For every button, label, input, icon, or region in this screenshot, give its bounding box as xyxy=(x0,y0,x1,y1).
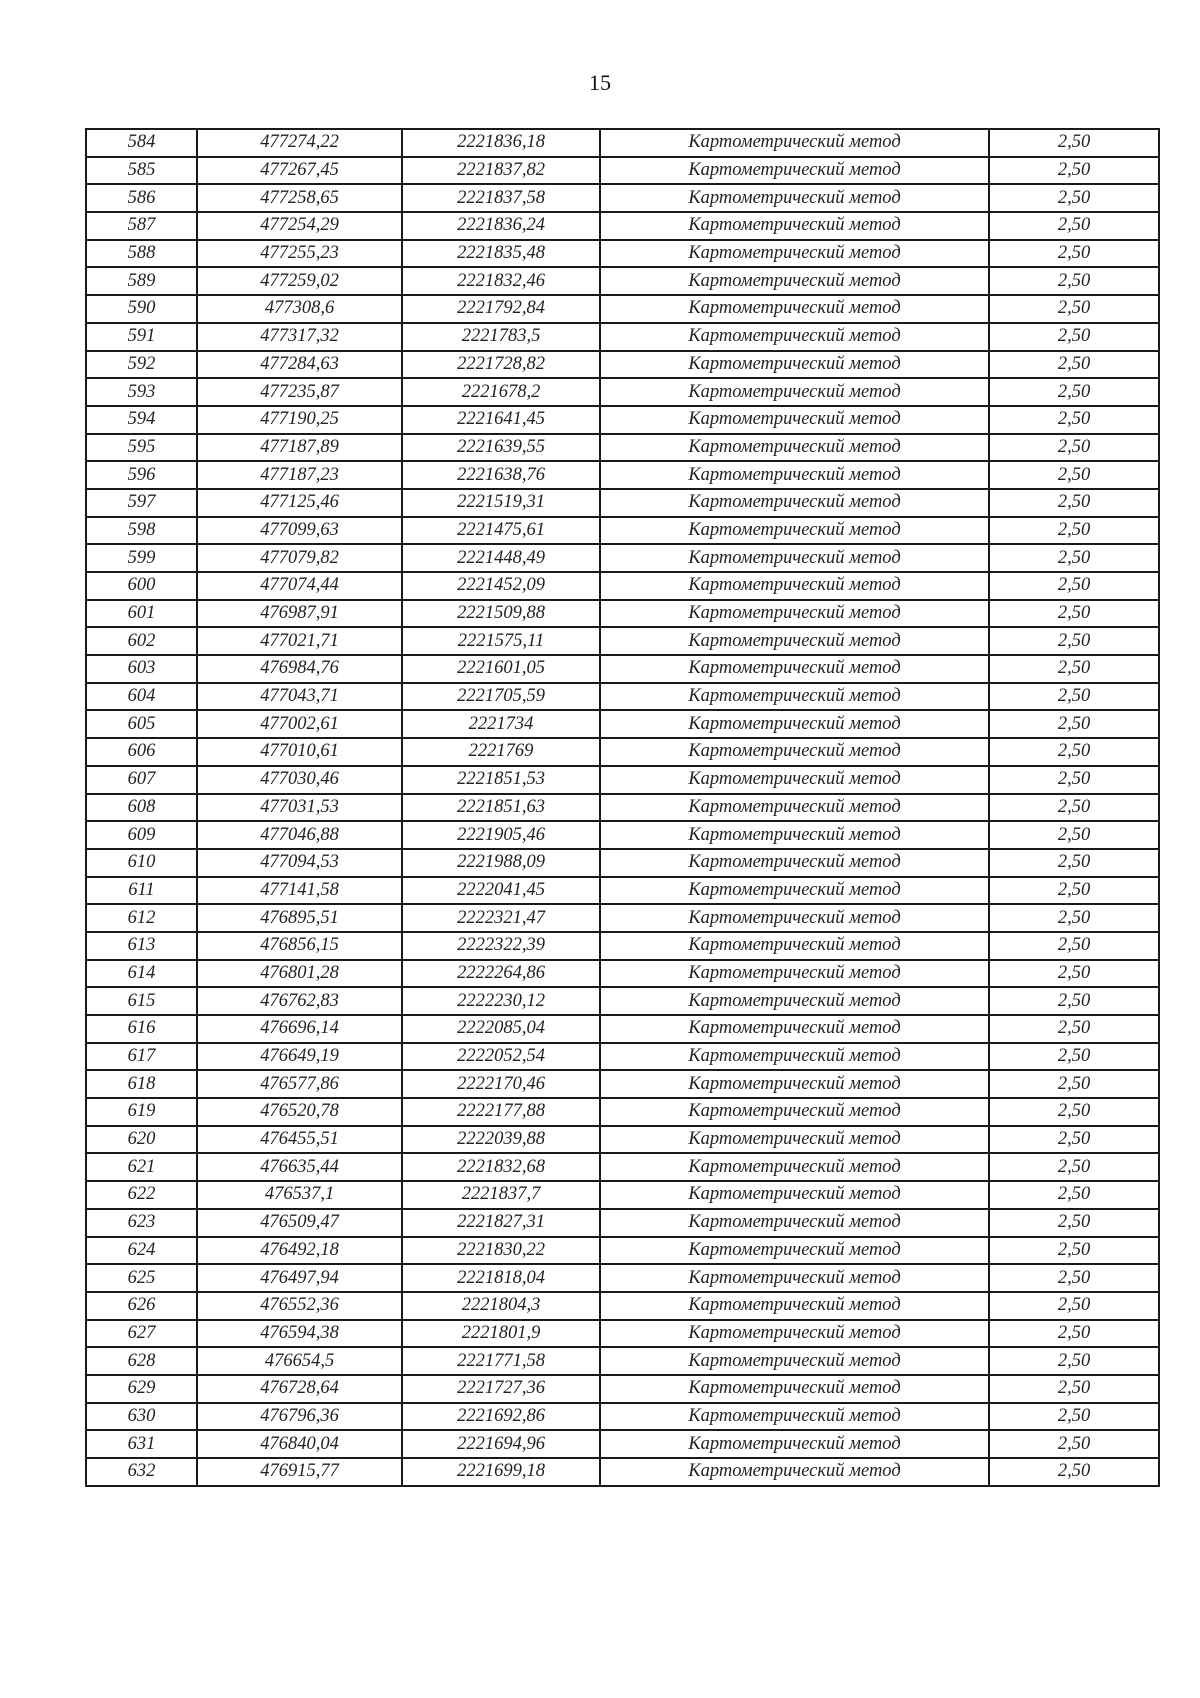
point-number-cell: 626 xyxy=(86,1292,197,1320)
point-number-cell: 618 xyxy=(86,1070,197,1098)
point-number-cell: 620 xyxy=(86,1126,197,1154)
table-row xyxy=(86,794,1159,822)
table-row xyxy=(86,1015,1159,1043)
x-coordinate-cell: 477125,46 xyxy=(197,489,402,517)
y-coordinate-cell: 2221837,58 xyxy=(402,184,600,212)
table-row xyxy=(86,849,1159,877)
coordinates-table-wrapper xyxy=(85,128,1158,1487)
x-coordinate-cell: 477010,61 xyxy=(197,738,402,766)
point-number-cell: 590 xyxy=(86,295,197,323)
y-coordinate-cell: 2221783,5 xyxy=(402,323,600,351)
x-coordinate-cell: 476762,83 xyxy=(197,987,402,1015)
x-coordinate-cell: 477258,65 xyxy=(197,184,402,212)
table-row xyxy=(86,738,1159,766)
method-cell: Картометрический метод xyxy=(600,1181,989,1209)
precision-cell: 2,50 xyxy=(989,212,1159,240)
table-row xyxy=(86,821,1159,849)
point-number-cell: 600 xyxy=(86,572,197,600)
precision-cell: 2,50 xyxy=(989,877,1159,905)
method-cell: Картометрический метод xyxy=(600,434,989,462)
method-cell: Картометрический метод xyxy=(600,849,989,877)
x-coordinate-cell: 476840,04 xyxy=(197,1430,402,1458)
point-number-cell: 614 xyxy=(86,960,197,988)
x-coordinate-cell: 476492,18 xyxy=(197,1237,402,1265)
table-row xyxy=(86,1430,1159,1458)
point-number-cell: 613 xyxy=(86,932,197,960)
method-cell: Картометрический метод xyxy=(600,1209,989,1237)
method-cell: Картометрический метод xyxy=(600,544,989,572)
precision-cell: 2,50 xyxy=(989,655,1159,683)
point-number-cell: 616 xyxy=(86,1015,197,1043)
precision-cell: 2,50 xyxy=(989,1043,1159,1071)
method-cell: Картометрический метод xyxy=(600,1347,989,1375)
y-coordinate-cell: 2221699,18 xyxy=(402,1458,600,1486)
point-number-cell: 601 xyxy=(86,600,197,628)
point-number-cell: 622 xyxy=(86,1181,197,1209)
method-cell: Картометрический метод xyxy=(600,627,989,655)
y-coordinate-cell: 2221830,22 xyxy=(402,1237,600,1265)
table-row xyxy=(86,1237,1159,1265)
y-coordinate-cell: 2221905,46 xyxy=(402,821,600,849)
precision-cell: 2,50 xyxy=(989,1292,1159,1320)
point-number-cell: 584 xyxy=(86,129,197,157)
x-coordinate-cell: 477259,02 xyxy=(197,267,402,295)
point-number-cell: 627 xyxy=(86,1320,197,1348)
precision-cell: 2,50 xyxy=(989,710,1159,738)
point-number-cell: 597 xyxy=(86,489,197,517)
precision-cell: 2,50 xyxy=(989,904,1159,932)
table-row xyxy=(86,212,1159,240)
method-cell: Картометрический метод xyxy=(600,489,989,517)
method-cell: Картометрический метод xyxy=(600,184,989,212)
precision-cell: 2,50 xyxy=(989,517,1159,545)
x-coordinate-cell: 476728,64 xyxy=(197,1375,402,1403)
method-cell: Картометрический метод xyxy=(600,157,989,185)
y-coordinate-cell: 2221792,84 xyxy=(402,295,600,323)
precision-cell: 2,50 xyxy=(989,240,1159,268)
precision-cell: 2,50 xyxy=(989,1264,1159,1292)
method-cell: Картометрический метод xyxy=(600,240,989,268)
precision-cell: 2,50 xyxy=(989,1403,1159,1431)
method-cell: Картометрический метод xyxy=(600,1458,989,1486)
y-coordinate-cell: 2221519,31 xyxy=(402,489,600,517)
point-number-cell: 617 xyxy=(86,1043,197,1071)
method-cell: Картометрический метод xyxy=(600,683,989,711)
y-coordinate-cell: 2221575,11 xyxy=(402,627,600,655)
x-coordinate-cell: 477254,29 xyxy=(197,212,402,240)
y-coordinate-cell: 2221836,24 xyxy=(402,212,600,240)
method-cell: Картометрический метод xyxy=(600,1126,989,1154)
x-coordinate-cell: 476801,28 xyxy=(197,960,402,988)
y-coordinate-cell: 2221988,09 xyxy=(402,849,600,877)
method-cell: Картометрический метод xyxy=(600,351,989,379)
x-coordinate-cell: 477074,44 xyxy=(197,572,402,600)
point-number-cell: 629 xyxy=(86,1375,197,1403)
point-number-cell: 592 xyxy=(86,351,197,379)
precision-cell: 2,50 xyxy=(989,960,1159,988)
point-number-cell: 603 xyxy=(86,655,197,683)
x-coordinate-cell: 477284,63 xyxy=(197,351,402,379)
precision-cell: 2,50 xyxy=(989,1320,1159,1348)
y-coordinate-cell: 2221475,61 xyxy=(402,517,600,545)
table-row xyxy=(86,267,1159,295)
y-coordinate-cell: 2222039,88 xyxy=(402,1126,600,1154)
y-coordinate-cell: 2221734 xyxy=(402,710,600,738)
x-coordinate-cell: 477187,89 xyxy=(197,434,402,462)
y-coordinate-cell: 2221448,49 xyxy=(402,544,600,572)
point-number-cell: 598 xyxy=(86,517,197,545)
y-coordinate-cell: 2221601,05 xyxy=(402,655,600,683)
point-number-cell: 587 xyxy=(86,212,197,240)
precision-cell: 2,50 xyxy=(989,683,1159,711)
table-row xyxy=(86,461,1159,489)
y-coordinate-cell: 2221727,36 xyxy=(402,1375,600,1403)
precision-cell: 2,50 xyxy=(989,1347,1159,1375)
x-coordinate-cell: 477317,32 xyxy=(197,323,402,351)
method-cell: Картометрический метод xyxy=(600,794,989,822)
point-number-cell: 619 xyxy=(86,1098,197,1126)
point-number-cell: 631 xyxy=(86,1430,197,1458)
method-cell: Картометрический метод xyxy=(600,323,989,351)
y-coordinate-cell: 2221835,48 xyxy=(402,240,600,268)
point-number-cell: 604 xyxy=(86,683,197,711)
y-coordinate-cell: 2222322,39 xyxy=(402,932,600,960)
table-row xyxy=(86,1098,1159,1126)
x-coordinate-cell: 476594,38 xyxy=(197,1320,402,1348)
table-row xyxy=(86,1181,1159,1209)
x-coordinate-cell: 476696,14 xyxy=(197,1015,402,1043)
table-row xyxy=(86,517,1159,545)
precision-cell: 2,50 xyxy=(989,434,1159,462)
precision-cell: 2,50 xyxy=(989,184,1159,212)
x-coordinate-cell: 477099,63 xyxy=(197,517,402,545)
coordinates-table xyxy=(85,128,1160,1487)
point-number-cell: 610 xyxy=(86,849,197,877)
x-coordinate-cell: 476984,76 xyxy=(197,655,402,683)
y-coordinate-cell: 2221851,63 xyxy=(402,794,600,822)
point-number-cell: 623 xyxy=(86,1209,197,1237)
method-cell: Картометрический метод xyxy=(600,821,989,849)
method-cell: Картометрический метод xyxy=(600,766,989,794)
point-number-cell: 611 xyxy=(86,877,197,905)
method-cell: Картометрический метод xyxy=(600,1237,989,1265)
method-cell: Картометрический метод xyxy=(600,960,989,988)
x-coordinate-cell: 476455,51 xyxy=(197,1126,402,1154)
x-coordinate-cell: 477267,45 xyxy=(197,157,402,185)
x-coordinate-cell: 476987,91 xyxy=(197,600,402,628)
x-coordinate-cell: 477235,87 xyxy=(197,378,402,406)
y-coordinate-cell: 2221692,86 xyxy=(402,1403,600,1431)
precision-cell: 2,50 xyxy=(989,129,1159,157)
table-row xyxy=(86,129,1159,157)
y-coordinate-cell: 2221705,59 xyxy=(402,683,600,711)
precision-cell: 2,50 xyxy=(989,1015,1159,1043)
table-row xyxy=(86,544,1159,572)
table-row xyxy=(86,1375,1159,1403)
method-cell: Картометрический метод xyxy=(600,1375,989,1403)
y-coordinate-cell: 2221832,46 xyxy=(402,267,600,295)
x-coordinate-cell: 477021,71 xyxy=(197,627,402,655)
precision-cell: 2,50 xyxy=(989,572,1159,600)
x-coordinate-cell: 476796,36 xyxy=(197,1403,402,1431)
table-row xyxy=(86,1043,1159,1071)
method-cell: Картометрический метод xyxy=(600,378,989,406)
table-row xyxy=(86,323,1159,351)
table-row xyxy=(86,1292,1159,1320)
precision-cell: 2,50 xyxy=(989,1126,1159,1154)
method-cell: Картометрический метод xyxy=(600,655,989,683)
x-coordinate-cell: 477190,25 xyxy=(197,406,402,434)
table-row xyxy=(86,1347,1159,1375)
method-cell: Картометрический метод xyxy=(600,572,989,600)
precision-cell: 2,50 xyxy=(989,157,1159,185)
x-coordinate-cell: 476635,44 xyxy=(197,1153,402,1181)
x-coordinate-cell: 476552,36 xyxy=(197,1292,402,1320)
y-coordinate-cell: 2221837,7 xyxy=(402,1181,600,1209)
point-number-cell: 589 xyxy=(86,267,197,295)
point-number-cell: 585 xyxy=(86,157,197,185)
y-coordinate-cell: 2221728,82 xyxy=(402,351,600,379)
x-coordinate-cell: 476537,1 xyxy=(197,1181,402,1209)
y-coordinate-cell: 2221832,68 xyxy=(402,1153,600,1181)
precision-cell: 2,50 xyxy=(989,1070,1159,1098)
y-coordinate-cell: 2222177,88 xyxy=(402,1098,600,1126)
table-row xyxy=(86,655,1159,683)
precision-cell: 2,50 xyxy=(989,461,1159,489)
method-cell: Картометрический метод xyxy=(600,904,989,932)
point-number-cell: 615 xyxy=(86,987,197,1015)
point-number-cell: 621 xyxy=(86,1153,197,1181)
method-cell: Картометрический метод xyxy=(600,1430,989,1458)
table-row xyxy=(86,1209,1159,1237)
x-coordinate-cell: 476509,47 xyxy=(197,1209,402,1237)
table-row xyxy=(86,766,1159,794)
precision-cell: 2,50 xyxy=(989,1181,1159,1209)
table-row xyxy=(86,987,1159,1015)
table-row xyxy=(86,710,1159,738)
point-number-cell: 593 xyxy=(86,378,197,406)
precision-cell: 2,50 xyxy=(989,1098,1159,1126)
precision-cell: 2,50 xyxy=(989,406,1159,434)
point-number-cell: 596 xyxy=(86,461,197,489)
precision-cell: 2,50 xyxy=(989,600,1159,628)
x-coordinate-cell: 477141,58 xyxy=(197,877,402,905)
x-coordinate-cell: 477043,71 xyxy=(197,683,402,711)
y-coordinate-cell: 2222052,54 xyxy=(402,1043,600,1071)
point-number-cell: 607 xyxy=(86,766,197,794)
method-cell: Картометрический метод xyxy=(600,1043,989,1071)
point-number-cell: 595 xyxy=(86,434,197,462)
x-coordinate-cell: 477079,82 xyxy=(197,544,402,572)
table-row xyxy=(86,683,1159,711)
x-coordinate-cell: 476497,94 xyxy=(197,1264,402,1292)
method-cell: Картометрический метод xyxy=(600,1098,989,1126)
point-number-cell: 588 xyxy=(86,240,197,268)
table-row xyxy=(86,932,1159,960)
precision-cell: 2,50 xyxy=(989,267,1159,295)
precision-cell: 2,50 xyxy=(989,794,1159,822)
table-row xyxy=(86,1070,1159,1098)
y-coordinate-cell: 2221827,31 xyxy=(402,1209,600,1237)
point-number-cell: 628 xyxy=(86,1347,197,1375)
y-coordinate-cell: 2222230,12 xyxy=(402,987,600,1015)
y-coordinate-cell: 2222085,04 xyxy=(402,1015,600,1043)
method-cell: Картометрический метод xyxy=(600,1153,989,1181)
y-coordinate-cell: 2221641,45 xyxy=(402,406,600,434)
method-cell: Картометрический метод xyxy=(600,600,989,628)
precision-cell: 2,50 xyxy=(989,351,1159,379)
x-coordinate-cell: 477308,6 xyxy=(197,295,402,323)
precision-cell: 2,50 xyxy=(989,378,1159,406)
precision-cell: 2,50 xyxy=(989,987,1159,1015)
precision-cell: 2,50 xyxy=(989,821,1159,849)
page-number: 15 xyxy=(589,70,611,95)
x-coordinate-cell: 477046,88 xyxy=(197,821,402,849)
precision-cell: 2,50 xyxy=(989,1458,1159,1486)
precision-cell: 2,50 xyxy=(989,1209,1159,1237)
x-coordinate-cell: 476649,19 xyxy=(197,1043,402,1071)
method-cell: Картометрический метод xyxy=(600,1264,989,1292)
table-row xyxy=(86,572,1159,600)
x-coordinate-cell: 476856,15 xyxy=(197,932,402,960)
method-cell: Картометрический метод xyxy=(600,267,989,295)
precision-cell: 2,50 xyxy=(989,738,1159,766)
x-coordinate-cell: 477002,61 xyxy=(197,710,402,738)
table-row xyxy=(86,157,1159,185)
precision-cell: 2,50 xyxy=(989,1430,1159,1458)
y-coordinate-cell: 2221509,88 xyxy=(402,600,600,628)
y-coordinate-cell: 2222041,45 xyxy=(402,877,600,905)
x-coordinate-cell: 476895,51 xyxy=(197,904,402,932)
x-coordinate-cell: 476577,86 xyxy=(197,1070,402,1098)
table-row xyxy=(86,1126,1159,1154)
point-number-cell: 612 xyxy=(86,904,197,932)
point-number-cell: 630 xyxy=(86,1403,197,1431)
table-row xyxy=(86,627,1159,655)
method-cell: Картометрический метод xyxy=(600,461,989,489)
method-cell: Картометрический метод xyxy=(600,1292,989,1320)
precision-cell: 2,50 xyxy=(989,544,1159,572)
method-cell: Картометрический метод xyxy=(600,406,989,434)
method-cell: Картометрический метод xyxy=(600,295,989,323)
method-cell: Картометрический метод xyxy=(600,1070,989,1098)
point-number-cell: 632 xyxy=(86,1458,197,1486)
table-row xyxy=(86,406,1159,434)
point-number-cell: 624 xyxy=(86,1237,197,1265)
method-cell: Картометрический метод xyxy=(600,987,989,1015)
table-row xyxy=(86,1264,1159,1292)
table-row xyxy=(86,489,1159,517)
precision-cell: 2,50 xyxy=(989,849,1159,877)
method-cell: Картометрический метод xyxy=(600,1015,989,1043)
y-coordinate-cell: 2221452,09 xyxy=(402,572,600,600)
table-row xyxy=(86,600,1159,628)
method-cell: Картометрический метод xyxy=(600,932,989,960)
x-coordinate-cell: 477274,22 xyxy=(197,129,402,157)
y-coordinate-cell: 2221836,18 xyxy=(402,129,600,157)
precision-cell: 2,50 xyxy=(989,1237,1159,1265)
precision-cell: 2,50 xyxy=(989,1375,1159,1403)
x-coordinate-cell: 477255,23 xyxy=(197,240,402,268)
method-cell: Картометрический метод xyxy=(600,738,989,766)
y-coordinate-cell: 2221804,3 xyxy=(402,1292,600,1320)
method-cell: Картометрический метод xyxy=(600,517,989,545)
point-number-cell: 625 xyxy=(86,1264,197,1292)
method-cell: Картометрический метод xyxy=(600,1320,989,1348)
point-number-cell: 594 xyxy=(86,406,197,434)
point-number-cell: 606 xyxy=(86,738,197,766)
precision-cell: 2,50 xyxy=(989,489,1159,517)
table-row xyxy=(86,1458,1159,1486)
x-coordinate-cell: 477094,53 xyxy=(197,849,402,877)
y-coordinate-cell: 2222264,86 xyxy=(402,960,600,988)
table-row xyxy=(86,240,1159,268)
table-row xyxy=(86,904,1159,932)
precision-cell: 2,50 xyxy=(989,627,1159,655)
precision-cell: 2,50 xyxy=(989,932,1159,960)
y-coordinate-cell: 2221837,82 xyxy=(402,157,600,185)
method-cell: Картометрический метод xyxy=(600,212,989,240)
y-coordinate-cell: 2221801,9 xyxy=(402,1320,600,1348)
point-number-cell: 608 xyxy=(86,794,197,822)
x-coordinate-cell: 476915,77 xyxy=(197,1458,402,1486)
y-coordinate-cell: 2221678,2 xyxy=(402,378,600,406)
table-row xyxy=(86,1403,1159,1431)
table-row xyxy=(86,351,1159,379)
method-cell: Картометрический метод xyxy=(600,710,989,738)
point-number-cell: 605 xyxy=(86,710,197,738)
y-coordinate-cell: 2221694,96 xyxy=(402,1430,600,1458)
table-row xyxy=(86,184,1159,212)
x-coordinate-cell: 476654,5 xyxy=(197,1347,402,1375)
y-coordinate-cell: 2221771,58 xyxy=(402,1347,600,1375)
coordinates-table-body xyxy=(86,129,1159,1486)
x-coordinate-cell: 477030,46 xyxy=(197,766,402,794)
table-row xyxy=(86,434,1159,462)
y-coordinate-cell: 2222321,47 xyxy=(402,904,600,932)
method-cell: Картометрический метод xyxy=(600,129,989,157)
table-row xyxy=(86,378,1159,406)
point-number-cell: 609 xyxy=(86,821,197,849)
y-coordinate-cell: 2221851,53 xyxy=(402,766,600,794)
table-row xyxy=(86,960,1159,988)
table-row xyxy=(86,1153,1159,1181)
y-coordinate-cell: 2222170,46 xyxy=(402,1070,600,1098)
point-number-cell: 599 xyxy=(86,544,197,572)
precision-cell: 2,50 xyxy=(989,323,1159,351)
table-row xyxy=(86,1320,1159,1348)
point-number-cell: 602 xyxy=(86,627,197,655)
point-number-cell: 586 xyxy=(86,184,197,212)
point-number-cell: 591 xyxy=(86,323,197,351)
table-row xyxy=(86,877,1159,905)
y-coordinate-cell: 2221769 xyxy=(402,738,600,766)
x-coordinate-cell: 477031,53 xyxy=(197,794,402,822)
method-cell: Картометрический метод xyxy=(600,1403,989,1431)
precision-cell: 2,50 xyxy=(989,295,1159,323)
method-cell: Картометрический метод xyxy=(600,877,989,905)
x-coordinate-cell: 476520,78 xyxy=(197,1098,402,1126)
y-coordinate-cell: 2221818,04 xyxy=(402,1264,600,1292)
x-coordinate-cell: 477187,23 xyxy=(197,461,402,489)
y-coordinate-cell: 2221639,55 xyxy=(402,434,600,462)
y-coordinate-cell: 2221638,76 xyxy=(402,461,600,489)
table-row xyxy=(86,295,1159,323)
precision-cell: 2,50 xyxy=(989,1153,1159,1181)
precision-cell: 2,50 xyxy=(989,766,1159,794)
